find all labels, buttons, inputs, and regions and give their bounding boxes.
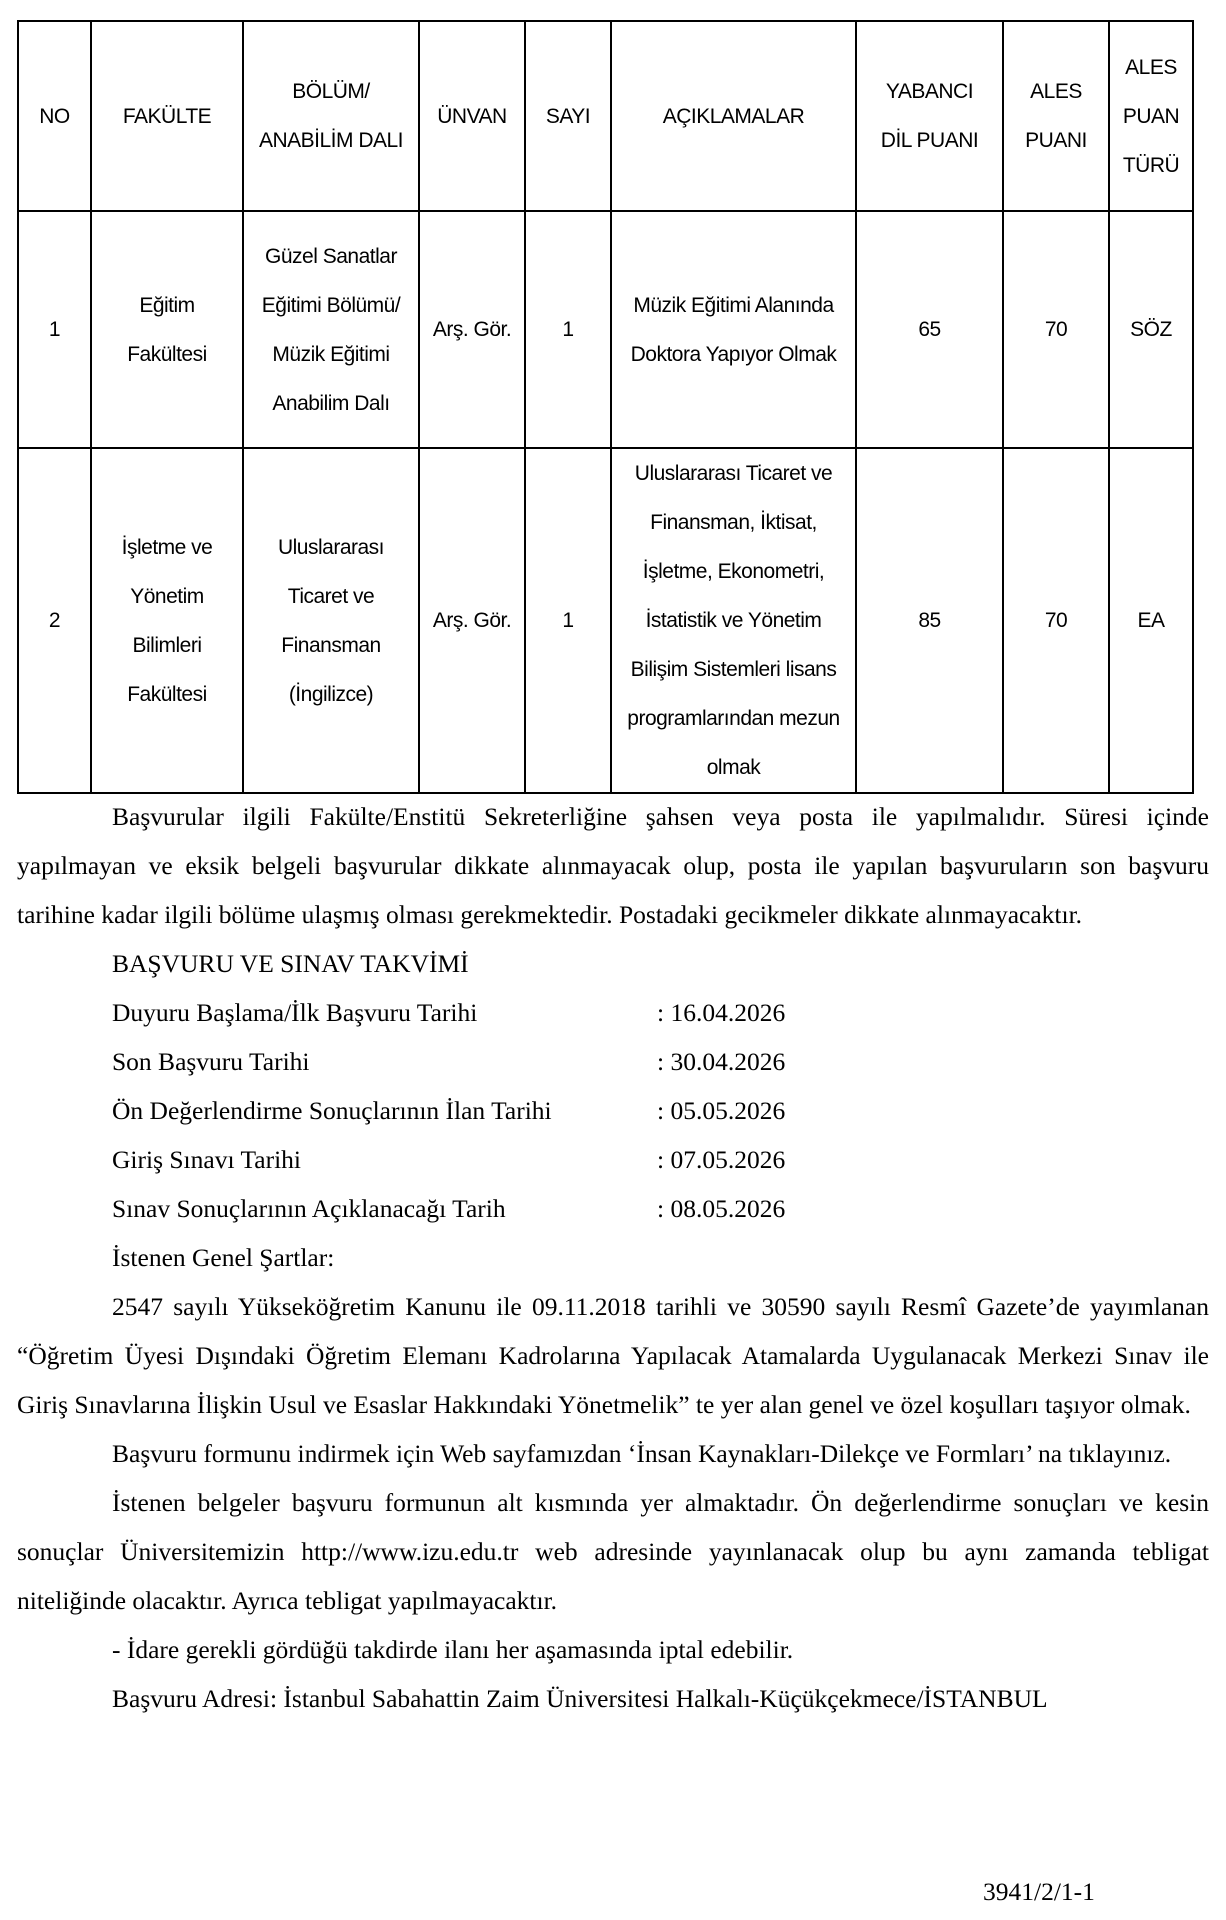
reference-number: 3941/2/1-1 — [983, 1877, 1095, 1906]
cell-unvan: Arş. Gör. — [419, 448, 525, 793]
application-address: Başvuru Adresi: İstanbul Sabahattin Zaim Üniversitesi Halkalı-Küçükçekmece/İSTANBUL — [112, 1684, 1048, 1713]
header-ales-puani: ALES PUANI — [1003, 21, 1109, 211]
cell-no: 1 — [18, 211, 91, 448]
cell-ales-puani: 70 — [1003, 211, 1109, 448]
cell-sayi: 1 — [525, 448, 611, 793]
cell-aciklamalar: Uluslararası Ticaret ve Finansman, İktisat, İşletme, Ekonometri, İstatistik ve Yönetim Bilişim Sistemleri lisans programlarından mezun olmak — [611, 448, 856, 793]
cell-ales-puan-turu: SÖZ — [1109, 211, 1193, 448]
calendar-item-date: : 30.04.2026 — [657, 1047, 786, 1076]
header-yabanci-dil-puani: YABANCI DİL PUANI — [856, 21, 1003, 211]
cancellation-note: - İdare gerekli gördüğü takdirde ilanı her aşamasında iptal edebilir. — [112, 1635, 794, 1664]
requirements-title: İstenen Genel Şartlar: — [112, 1243, 335, 1272]
calendar-item-label: Sınav Sonuçlarının Açıklanacağı Tarih — [112, 1194, 506, 1223]
header-ales-puan-turu: ALES PUAN TÜRÜ — [1109, 21, 1193, 211]
calendar-list — [17, 988, 1209, 1233]
calendar-item — [17, 1135, 1209, 1184]
calendar-item — [17, 988, 1209, 1037]
calendar-item — [17, 1037, 1209, 1086]
table-row — [18, 448, 1193, 793]
calendar-item — [17, 1184, 1209, 1233]
positions-table — [17, 20, 1194, 794]
positions-table-container — [17, 20, 1194, 794]
documents-paragraph: İstenen belgeler başvuru formunun alt kısmında yer almaktadır. Ön değerlendirme sonuçları ve kesin sonuçlar Üniversitemizin http://www.izu.edu.tr web adresinde yayınlanacak olup bu aynı zamanda tebligat niteliğinde olacaktır. Ayrıca tebligat yapılmayacaktır. — [17, 1488, 1209, 1615]
cell-bolum: Güzel Sanatlar Eğitimi Bölümü/ Müzik Eğitimi Anabilim Dalı — [243, 211, 419, 448]
header-fakulte: FAKÜLTE — [91, 21, 243, 211]
cell-yabanci-dil-puani: 65 — [856, 211, 1003, 448]
cell-bolum: Uluslararası Ticaret ve Finansman (İngilizce) — [243, 448, 419, 793]
calendar-item-label: Duyuru Başlama/İlk Başvuru Tarihi — [112, 998, 478, 1027]
cell-fakulte: Eğitim Fakültesi — [91, 211, 243, 448]
calendar-item-label: Giriş Sınavı Tarihi — [112, 1145, 301, 1174]
calendar-item-date: : 08.05.2026 — [657, 1194, 786, 1223]
cell-no: 2 — [18, 448, 91, 793]
calendar-item-label: Ön Değerlendirme Sonuçlarının İlan Tarihi — [112, 1096, 552, 1125]
cell-ales-puan-turu: EA — [1109, 448, 1193, 793]
calendar-item-date: : 05.05.2026 — [657, 1096, 786, 1125]
form-download-paragraph: Başvuru formunu indirmek için Web sayfamızdan ‘İnsan Kaynakları-Dilekçe ve Formları’ na tıklayınız. — [112, 1439, 1172, 1468]
cell-unvan: Arş. Gör. — [419, 211, 525, 448]
cell-ales-puani: 70 — [1003, 448, 1109, 793]
calendar-item-label: Son Başvuru Tarihi — [112, 1047, 310, 1076]
table-row — [18, 211, 1193, 448]
application-paragraph: Başvurular ilgili Fakülte/Enstitü Sekreterliğine şahsen veya posta ile yapılmalıdır. Süresi içinde yapılmayan ve eksik belgeli başvurular dikkate alınmayacak olup, posta ile yapılan başvuruların son başvuru tarihine kadar ilgili bölüme ulaşmış olması gerekmektedir. Postadaki gecikmeler dikkate alınmayacaktır. — [17, 802, 1209, 929]
header-aciklamalar: AÇIKLAMALAR — [611, 21, 856, 211]
requirements-paragraph: 2547 sayılı Yükseköğretim Kanunu ile 09.11.2018 tarihli ve 30590 sayılı Resmî Gazete’de yayımlanan “Öğretim Üyesi Dışındaki Öğretim Elemanı Kadrolarına Yapılacak Atamalarda Uygulanacak Merkezi Sınav ile Giriş Sınavlarına İlişkin Usul ve Esaslar Hakkındaki Yönetmelik” te yer alan genel ve özel koşulları taşıyor olmak. — [17, 1292, 1209, 1419]
calendar-item-date: : 07.05.2026 — [657, 1145, 786, 1174]
calendar-item — [17, 1086, 1209, 1135]
table-header-row — [18, 21, 1193, 211]
cell-sayi: 1 — [525, 211, 611, 448]
header-unvan: ÜNVAN — [419, 21, 525, 211]
header-sayi: SAYI — [525, 21, 611, 211]
calendar-item-date: : 16.04.2026 — [657, 998, 786, 1027]
cell-aciklamalar: Müzik Eğitimi Alanında Doktora Yapıyor Olmak — [611, 211, 856, 448]
announcement-body — [17, 792, 1209, 1723]
cell-fakulte: İşletme ve Yönetim Bilimleri Fakültesi — [91, 448, 243, 793]
header-no: NO — [18, 21, 91, 211]
cell-yabanci-dil-puani: 85 — [856, 448, 1003, 793]
header-bolum: BÖLÜM/ ANABİLİM DALI — [243, 21, 419, 211]
calendar-title: BAŞVURU VE SINAV TAKVİMİ — [112, 949, 469, 978]
